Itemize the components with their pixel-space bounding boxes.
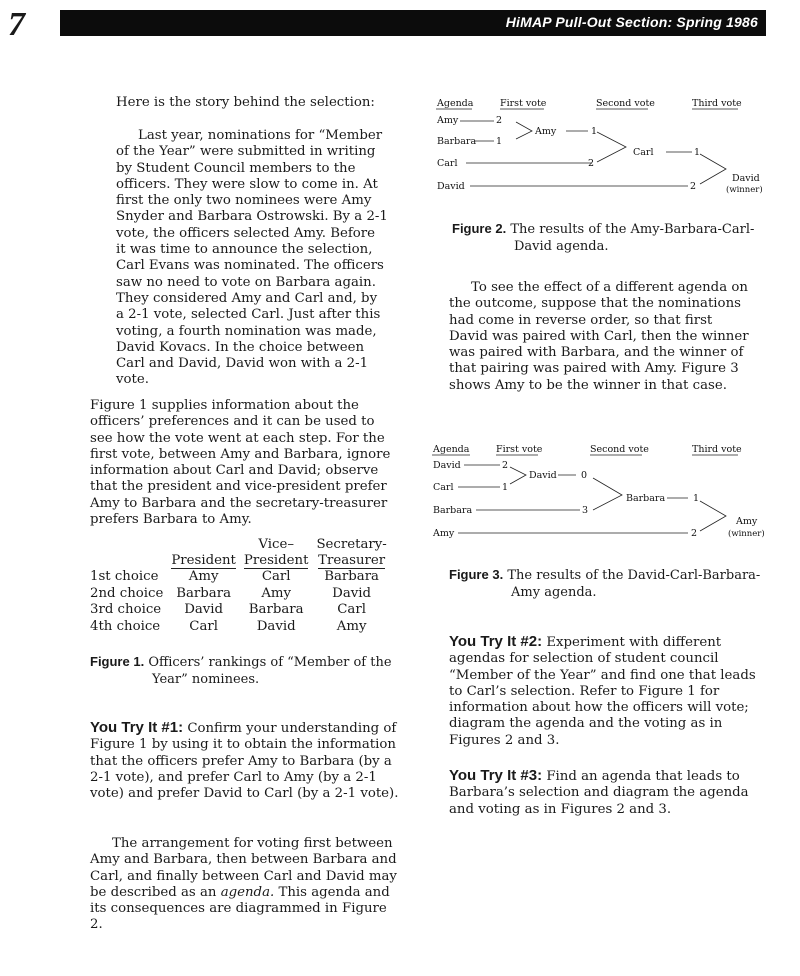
row-label: 2nd choice: [90, 585, 164, 601]
table-row: [86, 602, 391, 619]
fig3-vote1-david: 2: [502, 460, 509, 471]
table-row: [86, 569, 391, 586]
try-it-3-heading: You Try It #3:: [449, 767, 543, 784]
try-it-2-heading: You Try It #2:: [449, 633, 543, 650]
fig2-head-first: First vote: [500, 98, 547, 109]
fig2-winner-note: (winner): [726, 185, 763, 195]
table-row: [86, 619, 391, 636]
table-cell: Amy: [336, 618, 367, 634]
table-row: [86, 586, 391, 603]
table-cell: Carl: [261, 569, 291, 585]
fig2-vote3-david: 2: [690, 181, 697, 192]
fig3-winner1: David: [529, 470, 557, 481]
fig2-winner1: Amy: [535, 126, 557, 137]
fig2-vote3-carl: 1: [694, 147, 701, 158]
figure1-label: Figure 1.: [90, 654, 145, 669]
arrangement-text: The arrangement for voting first between Amy and Barbara, then between Barbara and Carl, and finally between Carl and David may be described as an: [90, 836, 397, 900]
page-number: 7: [8, 6, 25, 43]
figure1-intro-paragraph: Figure 1 supplies information about the officers’ preferences and it can be used to see how the vote went at each step. For the first vote, between Amy and Barbara, ignore information about Carl and David; observe that the president and vice-president prefer Amy to Barbara and the secretary-treasurer prefers Barbara to Amy.: [90, 398, 391, 528]
fig2-lines: [436, 109, 738, 186]
arrangement-text-end: This agenda and its consequences are diagrammed in Figure 2.: [90, 884, 390, 933]
fig3-winner-note: (winner): [728, 529, 765, 539]
table-cell: Carl: [337, 602, 366, 618]
figure1-caption: [90, 654, 400, 688]
col-head-president-l1: [167, 537, 240, 553]
figure1-caption-line1: Officers’ rankings of “Member of the: [148, 655, 392, 670]
figure3-diagram: [430, 438, 770, 546]
fig2-winner2: Carl: [633, 147, 654, 158]
col-head-vice-president: President: [243, 553, 309, 568]
figure2-caption-line1: The results of the Amy-Barbara-Carl-: [510, 222, 755, 237]
table-cell: Barbara: [324, 569, 379, 585]
fig3-head-first: First vote: [496, 444, 543, 455]
fig2-vote2-amy: 1: [591, 126, 598, 137]
table-cell: Amy: [261, 585, 292, 601]
try-it-3: [449, 768, 749, 818]
figure1-caption-line2: Year” nominees.: [152, 671, 260, 687]
fig3-winner2: Barbara: [626, 493, 666, 504]
figure3-caption: [449, 567, 769, 601]
figure2-label: Figure 2.: [452, 221, 507, 236]
fig2-vote1-barbara: 1: [496, 136, 503, 147]
reverse-order-paragraph: To see the effect of a different agenda on the outcome, suppose that the nominations had come in reverse order, so that first David was paired with Carl, then the winner was paired with Barbara, and the winner of that pairing was paired with Amy. Figure 3 shows Amy to be the winner in that case.: [449, 280, 749, 393]
intro-text: Here is the story behind the selection:: [116, 95, 375, 110]
fig3-vote2-barbara: 3: [582, 505, 589, 516]
table-cell: Amy: [188, 569, 219, 585]
fig3-vote1-carl: 1: [502, 482, 509, 493]
fig3-name-barbara: Barbara: [433, 505, 473, 516]
fig3-vote3-barbara: 1: [693, 493, 700, 504]
fig2-head-second: Second vote: [596, 98, 655, 109]
fig3-vote2-david: 0: [581, 470, 588, 481]
section-header-bar: [60, 10, 766, 36]
fig2-winner3: David: [732, 173, 760, 184]
col-head-sec-l1: Secretary-: [316, 537, 387, 552]
fig2-name-david: David: [437, 181, 465, 192]
section-title: HiMAP Pull-Out Section: Spring 1986: [505, 14, 758, 30]
row-label: 1st choice: [90, 569, 159, 584]
figure2-caption-line2: David agenda.: [514, 238, 609, 254]
try-it-1-heading: You Try It #1:: [90, 719, 184, 736]
figure2-caption: [452, 221, 772, 255]
fig3-head-second: Second vote: [590, 444, 649, 455]
table-cell: Barbara: [248, 602, 304, 618]
table-cell: David: [184, 602, 224, 618]
story-paragraph: Last year, nominations for “Member of the Year” were submitted in writing by Student Council members to the officers. They were slow to come in. At first the only two nominees were Amy Snyder and Barbara Ostrowski. By a 2-1 vote, the officers selected Amy. Before it was time to announce the selection, Carl Evans was nominated. The officers saw no need to vote on Barbara again. They considered Amy and Carl and, by a 2-1 vote, selected Carl. Just after this voting, a fourth nomination was made, David Kovacs. In the choice between Carl and David, David won with a 2-1 vote.: [116, 128, 388, 388]
fig2-vote2-carl: 2: [588, 158, 595, 169]
agenda-term: agenda.: [220, 884, 275, 900]
fig3-name-david: David: [433, 460, 461, 471]
fig2-vote1-amy: 2: [496, 115, 503, 126]
fig2-name-carl: Carl: [437, 158, 458, 169]
fig3-head-agenda: Agenda: [433, 444, 470, 455]
row-label: 4th choice: [90, 618, 161, 634]
table-cell: Carl: [189, 618, 218, 634]
fig2-name-barbara: Barbara: [437, 136, 477, 147]
fig3-name-carl: Carl: [433, 482, 454, 493]
table-cell: David: [332, 585, 372, 601]
col-head-president: President: [171, 553, 236, 568]
fig2-head-third: Third vote: [692, 98, 742, 109]
table-cell: Barbara: [176, 585, 232, 601]
arrangement-paragraph: [90, 836, 400, 934]
fig2-head-agenda: Agenda: [437, 98, 474, 109]
figure2-diagram: [430, 92, 770, 202]
fig2-name-amy: Amy: [437, 115, 459, 126]
rankings-table: [86, 537, 391, 635]
try-it-2-text: Experiment with different agendas for selection of student council “Member of the Year” and find one that leads to Carl’s selection. Refer to Figure 1 for information about how the officers will vote; diagram the agenda and the voting as in Figures 2 and 3.: [449, 635, 756, 748]
figure3-label: Figure 3.: [449, 567, 504, 582]
fig3-vote3-amy: 2: [691, 528, 698, 539]
try-it-1: [90, 720, 400, 802]
try-it-3-text: Find an agenda that leads to Barbara’s selection and diagram the agenda and voting as in Figures 2 and 3.: [449, 769, 749, 817]
try-it-1-text: Confirm your understanding of Figure 1 by using it to obtain the information that the officers prefer Amy to Barbara (by a 2-1 vote), and prefer Carl to Amy (by a 2-1 vote) and prefer David to Carl (by a 2-1 vote).: [90, 721, 399, 802]
fig3-name-amy: Amy: [433, 528, 455, 539]
figure3-caption-line1: The results of the David-Carl-Barbara-: [507, 568, 761, 583]
fig3-head-third: Third vote: [692, 444, 742, 455]
figure3-caption-line2: Amy agenda.: [511, 584, 597, 600]
col-head-vice-l1: Vice–: [258, 537, 294, 552]
try-it-2: [449, 634, 757, 749]
fig3-winner3: Amy: [736, 516, 758, 527]
col-head-secretary-treasurer: Treasurer: [318, 553, 386, 568]
row-label: 3rd choice: [90, 602, 162, 617]
table-cell: David: [256, 618, 296, 634]
